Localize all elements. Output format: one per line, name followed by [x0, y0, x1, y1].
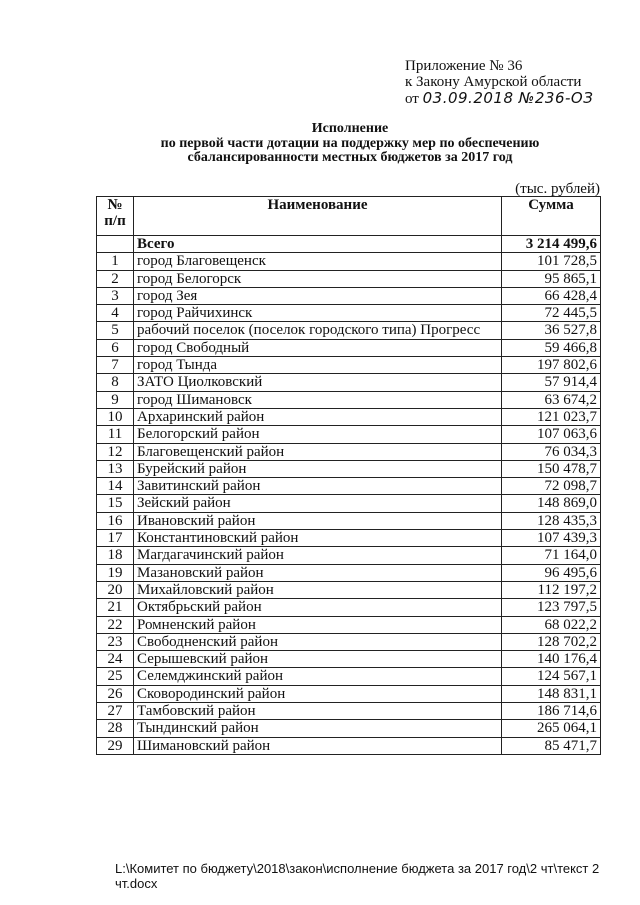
- row-name: город Благовещенск: [134, 253, 502, 270]
- budget-table: [96, 196, 601, 755]
- row-name: город Тында: [134, 357, 502, 374]
- table-row: [97, 530, 601, 547]
- row-number: 8: [97, 374, 134, 391]
- row-number: 10: [97, 408, 134, 425]
- table-row: [97, 305, 601, 322]
- row-value: 95 865,1: [502, 270, 601, 287]
- row-name: Магдагачинский район: [134, 547, 502, 564]
- table-header-row: [97, 197, 601, 236]
- table-row: [97, 253, 601, 270]
- row-name: Архаринский район: [134, 408, 502, 425]
- table-row: [97, 478, 601, 495]
- row-name: Селемджинский район: [134, 668, 502, 685]
- header-num: № п/п: [97, 197, 134, 236]
- row-value: 112 197,2: [502, 581, 601, 598]
- table-row: [97, 703, 601, 720]
- row-name: Тамбовский район: [134, 703, 502, 720]
- table-row: [97, 633, 601, 650]
- table-row: [97, 599, 601, 616]
- row-number: 3: [97, 287, 134, 304]
- table-row: [97, 408, 601, 425]
- row-value: 128 435,3: [502, 512, 601, 529]
- row-name: город Белогорск: [134, 270, 502, 287]
- table-row: [97, 737, 601, 754]
- row-name: Мазановский район: [134, 564, 502, 581]
- table-row: [97, 426, 601, 443]
- row-number: 9: [97, 391, 134, 408]
- title-line-1: Исполнение: [311, 121, 389, 136]
- table-row: [97, 512, 601, 529]
- row-number: 5: [97, 322, 134, 339]
- header-name: Наименование: [134, 197, 502, 236]
- row-name: Ивановский район: [134, 512, 502, 529]
- table-row: [97, 391, 601, 408]
- table-row: [97, 357, 601, 374]
- row-name: Зейский район: [134, 495, 502, 512]
- table-row: [97, 616, 601, 633]
- row-name: город Свободный: [134, 339, 502, 356]
- row-name: Бурейский район: [134, 460, 502, 477]
- table-row: [97, 374, 601, 391]
- row-name: Тындинский район: [134, 720, 502, 737]
- row-value: 76 034,3: [502, 443, 601, 460]
- row-number: 4: [97, 305, 134, 322]
- row-number: 23: [97, 633, 134, 650]
- row-value: 72 445,5: [502, 305, 601, 322]
- row-number: 28: [97, 720, 134, 737]
- row-number: 2: [97, 270, 134, 287]
- appendix-law: к Закону Амурской области: [405, 74, 582, 90]
- row-number: 1: [97, 253, 134, 270]
- row-value: 265 064,1: [502, 720, 601, 737]
- table-row: [97, 564, 601, 581]
- row-name: Свободненский район: [134, 633, 502, 650]
- row-name: Ромненский район: [134, 616, 502, 633]
- table-row: [97, 270, 601, 287]
- row-value: 150 478,7: [502, 460, 601, 477]
- row-name: ЗАТО Циолковский: [134, 374, 502, 391]
- table-row: [97, 668, 601, 685]
- row-name: город Шимановск: [134, 391, 502, 408]
- appendix-number: Приложение № 36: [405, 58, 523, 74]
- table-row: [97, 720, 601, 737]
- row-number: 24: [97, 651, 134, 668]
- total-label: Всего: [134, 236, 502, 253]
- row-value: 71 164,0: [502, 547, 601, 564]
- row-number: 25: [97, 668, 134, 685]
- row-number: 16: [97, 512, 134, 529]
- table-row: [97, 322, 601, 339]
- header-sum: Сумма: [502, 197, 601, 236]
- row-name: Серышевский район: [134, 651, 502, 668]
- row-value: 128 702,2: [502, 633, 601, 650]
- units-label: (тыс. рублей): [515, 181, 600, 197]
- row-value: 186 714,6: [502, 703, 601, 720]
- file-path-footer: L:\Комитет по бюджету\2018\закон\исполнение бюджета за 2017 год\2 чт\текст 2 чт.docx: [115, 861, 600, 891]
- row-number: 13: [97, 460, 134, 477]
- row-name: Михайловский район: [134, 581, 502, 598]
- row-value: 148 869,0: [502, 495, 601, 512]
- row-value: 121 023,7: [502, 408, 601, 425]
- total-row: [97, 236, 601, 253]
- row-name: Октябрьский район: [134, 599, 502, 616]
- row-name: город Райчихинск: [134, 305, 502, 322]
- table-row: [97, 495, 601, 512]
- row-name: Константиновский район: [134, 530, 502, 547]
- total-num: [97, 236, 134, 253]
- row-number: 18: [97, 547, 134, 564]
- row-name: город Зея: [134, 287, 502, 304]
- row-value: 197 802,6: [502, 357, 601, 374]
- row-value: 68 022,2: [502, 616, 601, 633]
- row-value: 96 495,6: [502, 564, 601, 581]
- row-number: 19: [97, 564, 134, 581]
- row-number: 21: [97, 599, 134, 616]
- row-number: 12: [97, 443, 134, 460]
- row-name: Сковородинский район: [134, 685, 502, 702]
- document-title: [100, 122, 600, 166]
- appendix-date-line: [405, 90, 593, 107]
- row-value: 101 728,5: [502, 253, 601, 270]
- total-value: 3 214 499,6: [502, 236, 601, 253]
- row-number: 26: [97, 685, 134, 702]
- row-number: 20: [97, 581, 134, 598]
- handwritten-date-signature: 03.09.2018 №236-ОЗ: [422, 89, 594, 107]
- row-value: 107 439,3: [502, 530, 601, 547]
- appendix-block: [405, 58, 593, 107]
- row-number: 11: [97, 426, 134, 443]
- row-number: 22: [97, 616, 134, 633]
- row-value: 140 176,4: [502, 651, 601, 668]
- table-row: [97, 651, 601, 668]
- row-number: 7: [97, 357, 134, 374]
- row-number: 27: [97, 703, 134, 720]
- row-value: 85 471,7: [502, 737, 601, 754]
- row-number: 15: [97, 495, 134, 512]
- row-value: 72 098,7: [502, 478, 601, 495]
- row-value: 66 428,4: [502, 287, 601, 304]
- row-value: 57 914,4: [502, 374, 601, 391]
- row-number: 14: [97, 478, 134, 495]
- row-name: Благовещенский район: [134, 443, 502, 460]
- row-name: Шимановский район: [134, 737, 502, 754]
- appendix-date-prefix: от: [405, 91, 419, 107]
- row-value: 148 831,1: [502, 685, 601, 702]
- row-name: Белогорский район: [134, 426, 502, 443]
- row-value: 124 567,1: [502, 668, 601, 685]
- row-name: рабочий поселок (поселок городского типа) Прогресс: [134, 322, 502, 339]
- row-name: Завитинский район: [134, 478, 502, 495]
- row-number: 29: [97, 737, 134, 754]
- row-value: 63 674,2: [502, 391, 601, 408]
- title-line-3: сбалансированности местных бюджетов за 2017 год: [187, 150, 513, 165]
- table-row: [97, 547, 601, 564]
- table-row: [97, 287, 601, 304]
- table-row: [97, 685, 601, 702]
- title-line-2: по первой части дотации на поддержку мер по обеспечению: [160, 135, 540, 151]
- row-number: 6: [97, 339, 134, 356]
- row-number: 17: [97, 530, 134, 547]
- row-value: 107 063,6: [502, 426, 601, 443]
- row-value: 59 466,8: [502, 339, 601, 356]
- row-value: 123 797,5: [502, 599, 601, 616]
- table-row: [97, 339, 601, 356]
- table-row: [97, 581, 601, 598]
- row-value: 36 527,8: [502, 322, 601, 339]
- table-row: [97, 443, 601, 460]
- table-row: [97, 460, 601, 477]
